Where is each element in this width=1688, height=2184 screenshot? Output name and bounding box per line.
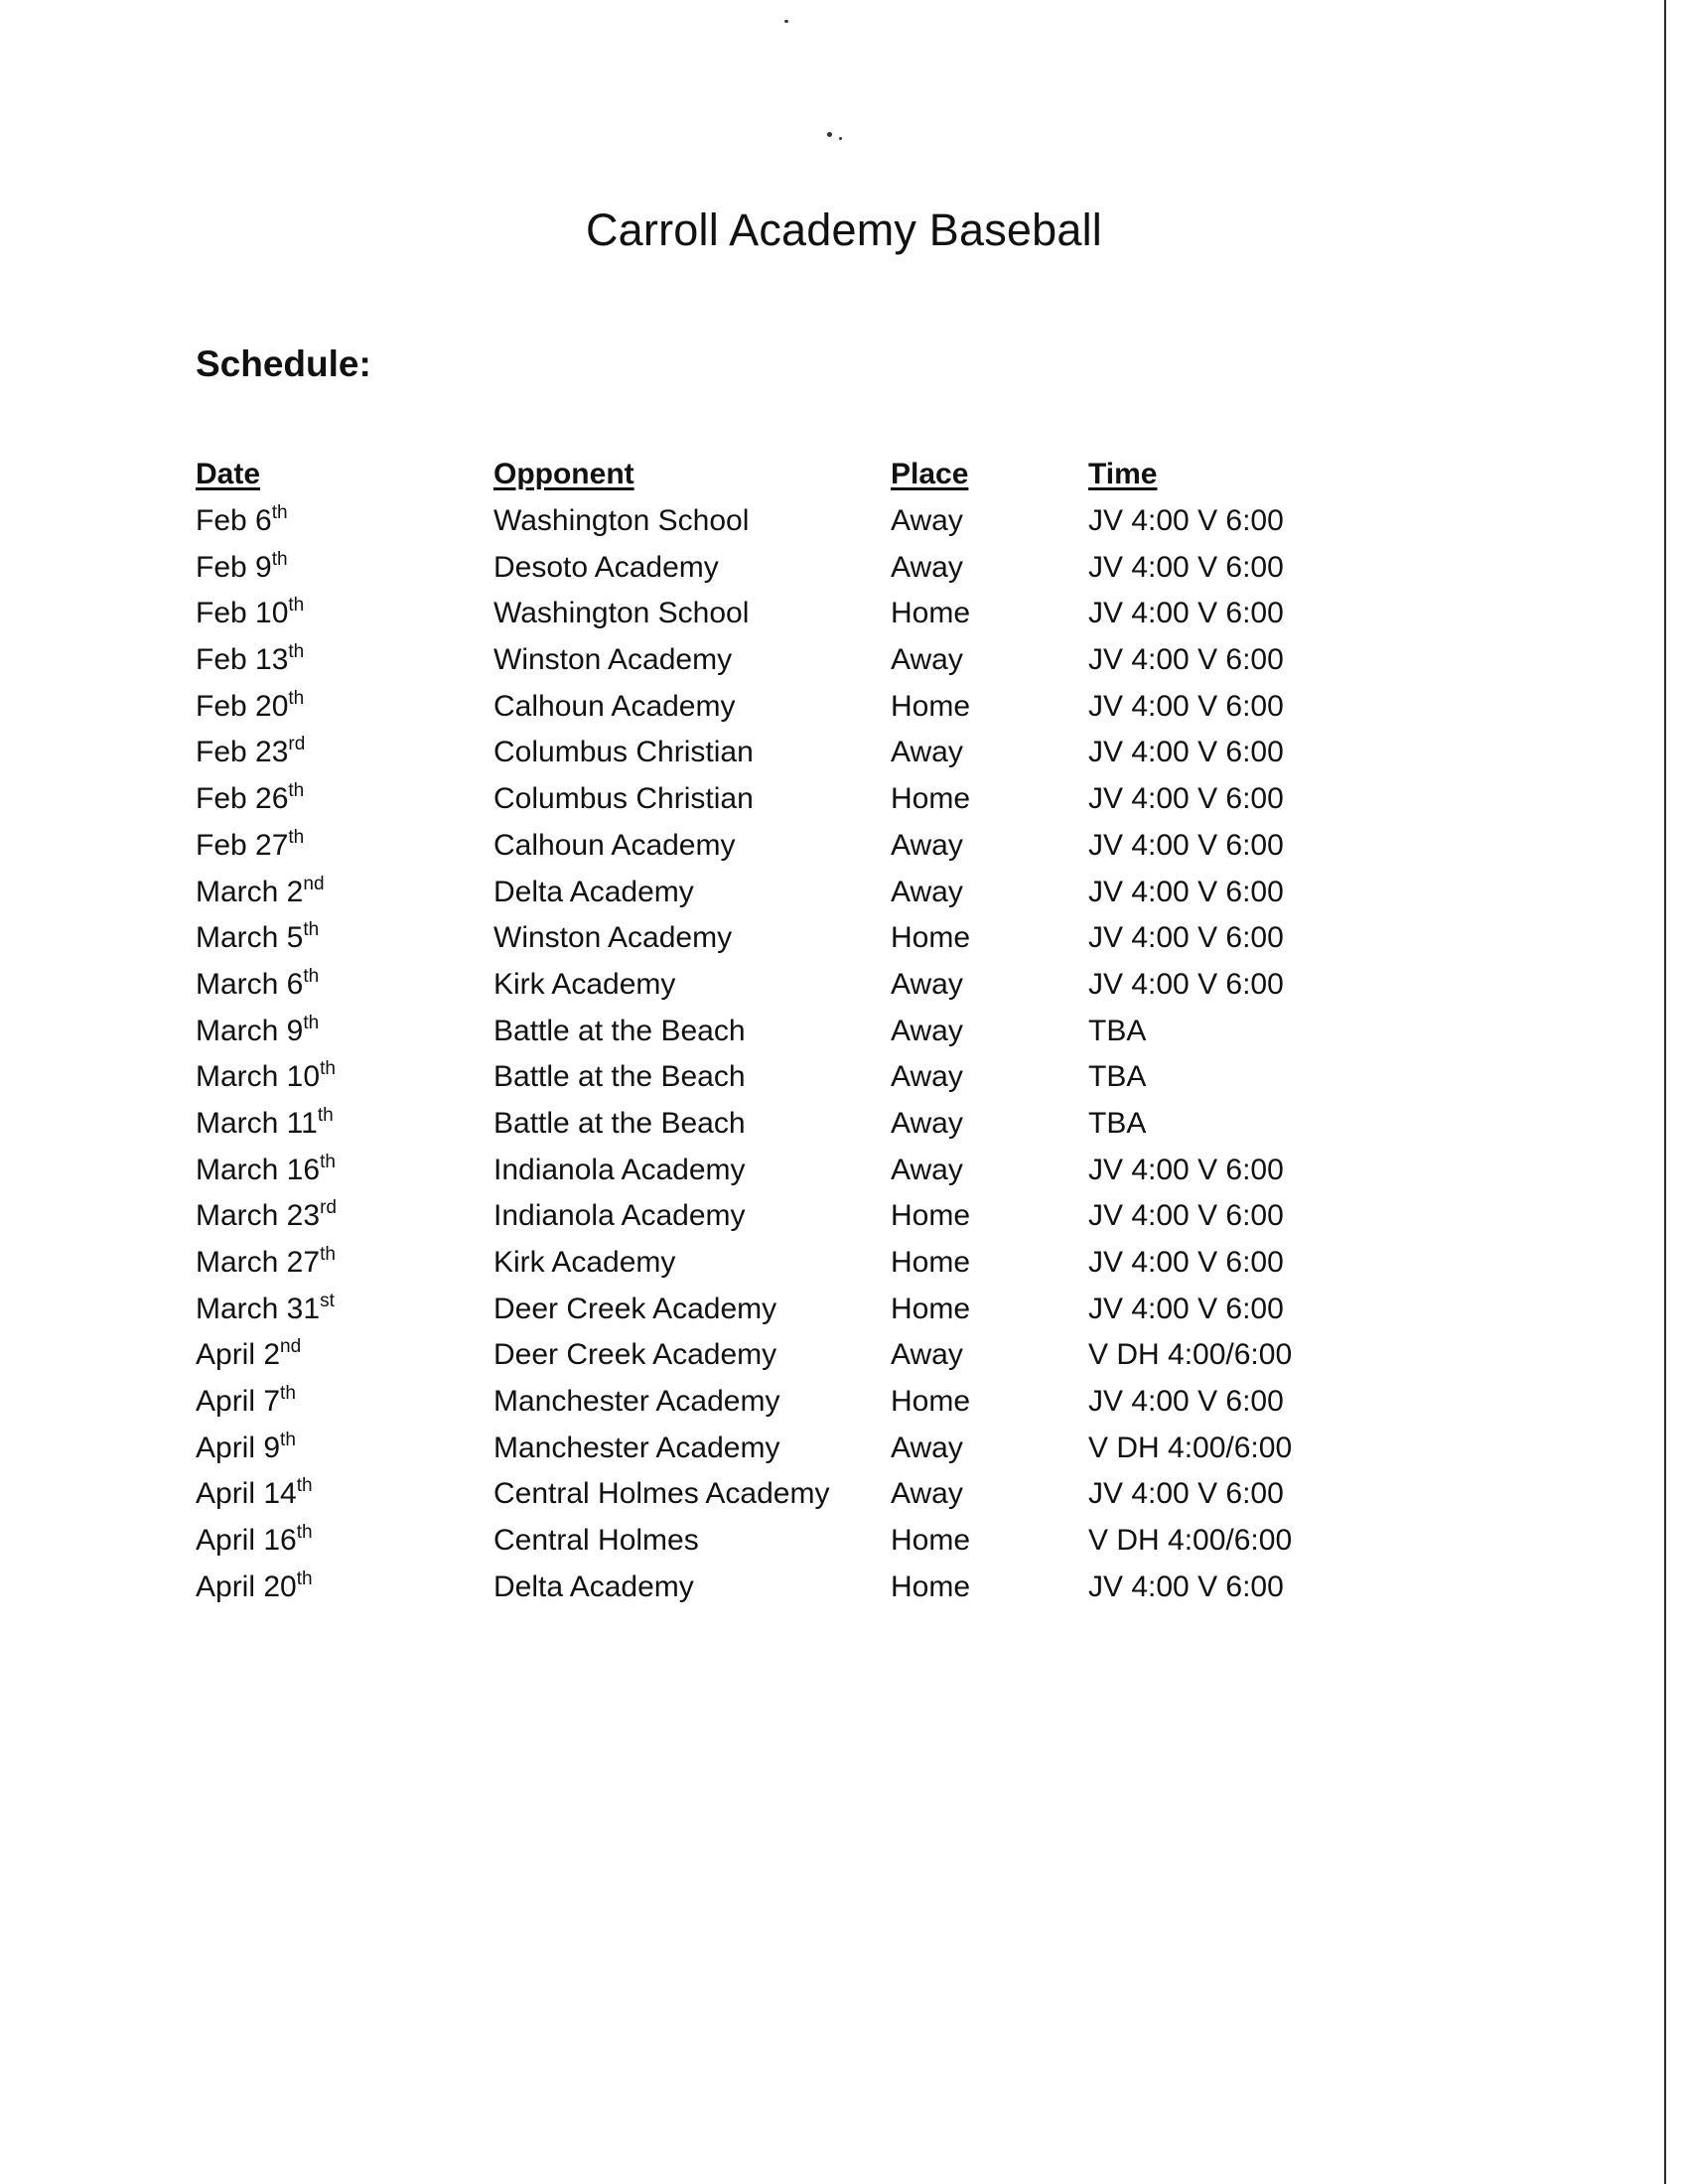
table-row xyxy=(196,1425,1346,1471)
game-date-suffix: th xyxy=(271,502,288,524)
scan-speck xyxy=(784,20,788,23)
game-time: JV 4:00 V 6:00 xyxy=(1088,643,1284,677)
table-row xyxy=(196,591,1346,637)
game-opponent: Washington School xyxy=(493,597,750,630)
game-opponent: Delta Academy xyxy=(493,875,694,908)
game-time: JV 4:00 V 6:00 xyxy=(1088,967,1284,1001)
table-row xyxy=(196,1332,1346,1379)
game-time: JV 4:00 V 6:00 xyxy=(1088,1385,1284,1419)
game-date-text: April 7 xyxy=(196,1385,281,1419)
game-place: Away xyxy=(891,504,963,538)
game-opponent: Battle at the Beach xyxy=(493,1106,746,1140)
table-row xyxy=(196,962,1346,1009)
table-row xyxy=(196,730,1346,776)
game-date-text: April 2 xyxy=(196,1338,281,1372)
table-row xyxy=(196,544,1346,591)
game-opponent: Central Holmes xyxy=(493,1524,699,1558)
game-opponent: Columbus Christian xyxy=(493,782,754,816)
game-time: V DH 4:00/6:00 xyxy=(1088,1431,1293,1464)
game-date-text: March 23 xyxy=(196,1199,321,1233)
game-place: Away xyxy=(891,550,963,584)
time-column-header: Time xyxy=(1088,458,1158,491)
table-row xyxy=(196,915,1346,962)
table-row xyxy=(196,1193,1346,1240)
game-time: JV 4:00 V 6:00 xyxy=(1088,689,1284,723)
game-date xyxy=(196,1379,493,1426)
table-row xyxy=(196,1147,1346,1193)
game-time: JV 4:00 V 6:00 xyxy=(1088,1292,1284,1325)
schedule-table xyxy=(196,452,1346,1610)
game-place: Home xyxy=(891,1385,971,1419)
game-date-text: March 10 xyxy=(196,1060,321,1094)
game-place: Away xyxy=(891,1338,963,1372)
game-date xyxy=(196,1471,493,1518)
game-date-text: March 6 xyxy=(196,967,304,1001)
game-opponent: Manchester Academy xyxy=(493,1431,780,1464)
table-row xyxy=(196,1518,1346,1565)
game-date-text: April 9 xyxy=(196,1431,281,1464)
game-place: Home xyxy=(891,921,971,955)
game-date-suffix: th xyxy=(288,641,305,663)
game-date-suffix: th xyxy=(296,1568,313,1589)
game-date-suffix: th xyxy=(296,1475,313,1497)
game-time: JV 4:00 V 6:00 xyxy=(1088,875,1284,908)
game-date xyxy=(196,1518,493,1565)
game-opponent: Central Holmes Academy xyxy=(493,1477,830,1511)
game-date-suffix: th xyxy=(288,826,305,848)
game-opponent: Calhoun Academy xyxy=(493,828,736,862)
game-time: V DH 4:00/6:00 xyxy=(1088,1338,1293,1372)
game-date-suffix: th xyxy=(317,1104,334,1126)
game-date xyxy=(196,1147,493,1193)
game-date-suffix: th xyxy=(280,1383,296,1405)
game-date-suffix: th xyxy=(296,1522,313,1544)
game-date-suffix: th xyxy=(303,1012,320,1033)
game-date-text: Feb 6 xyxy=(196,504,272,538)
table-row xyxy=(196,498,1346,545)
game-opponent: Winston Academy xyxy=(493,921,733,955)
game-opponent: Winston Academy xyxy=(493,643,733,677)
table-row xyxy=(196,1240,1346,1287)
game-date-text: Feb 23 xyxy=(196,736,289,769)
game-date xyxy=(196,683,493,730)
game-date-suffix: th xyxy=(271,548,288,570)
game-date-text: March 11 xyxy=(196,1106,318,1140)
game-time: JV 4:00 V 6:00 xyxy=(1088,1570,1284,1603)
opponent-column-header: Opponent xyxy=(493,458,634,491)
game-date-text: Feb 20 xyxy=(196,689,289,723)
table-row xyxy=(196,637,1346,684)
game-place: Away xyxy=(891,736,963,769)
schedule-header-row xyxy=(196,452,1346,498)
game-time: JV 4:00 V 6:00 xyxy=(1088,1246,1284,1280)
game-opponent: Indianola Academy xyxy=(493,1153,746,1186)
game-time: JV 4:00 V 6:00 xyxy=(1088,597,1284,630)
game-place: Away xyxy=(891,967,963,1001)
game-place: Away xyxy=(891,1060,963,1094)
table-row xyxy=(196,1565,1346,1611)
game-place: Home xyxy=(891,1199,971,1233)
date-column-header: Date xyxy=(196,458,261,491)
game-date-suffix: nd xyxy=(280,1336,302,1358)
game-date xyxy=(196,637,493,684)
game-date xyxy=(196,730,493,776)
table-row xyxy=(196,1101,1346,1148)
game-date xyxy=(196,915,493,962)
game-date-text: Feb 27 xyxy=(196,828,289,862)
game-date xyxy=(196,776,493,823)
game-date-text: March 2 xyxy=(196,875,304,908)
table-row xyxy=(196,869,1346,915)
game-time: JV 4:00 V 6:00 xyxy=(1088,921,1284,955)
game-place: Away xyxy=(891,1431,963,1464)
game-place: Away xyxy=(891,1153,963,1186)
game-date xyxy=(196,1240,493,1287)
game-opponent: Indianola Academy xyxy=(493,1199,746,1233)
game-time: TBA xyxy=(1088,1014,1147,1047)
game-date-text: March 16 xyxy=(196,1153,321,1186)
game-place: Away xyxy=(891,1014,963,1047)
game-time: JV 4:00 V 6:00 xyxy=(1088,736,1284,769)
game-date xyxy=(196,823,493,870)
game-date-suffix: rd xyxy=(288,734,306,755)
game-date-text: Feb 26 xyxy=(196,782,289,816)
game-date xyxy=(196,1286,493,1332)
game-place: Home xyxy=(891,782,971,816)
table-row xyxy=(196,1471,1346,1518)
game-date-suffix: nd xyxy=(303,873,325,894)
table-row xyxy=(196,1008,1346,1054)
game-date xyxy=(196,1054,493,1101)
scan-speck xyxy=(827,132,832,137)
game-date-text: March 9 xyxy=(196,1014,304,1047)
page-title: Carroll Academy Baseball xyxy=(585,205,1103,255)
game-date-suffix: th xyxy=(288,687,305,709)
game-date-suffix: th xyxy=(288,595,305,616)
game-opponent: Kirk Academy xyxy=(493,967,676,1001)
game-opponent: Battle at the Beach xyxy=(493,1014,746,1047)
game-date-text: Feb 9 xyxy=(196,550,272,584)
game-place: Away xyxy=(891,1477,963,1511)
game-time: JV 4:00 V 6:00 xyxy=(1088,1477,1284,1511)
table-row xyxy=(196,683,1346,730)
game-opponent: Deer Creek Academy xyxy=(493,1292,777,1325)
game-date-text: Feb 13 xyxy=(196,643,289,677)
game-place: Home xyxy=(891,1292,971,1325)
game-date xyxy=(196,1425,493,1471)
game-opponent: Delta Academy xyxy=(493,1570,694,1603)
game-date-suffix: th xyxy=(320,1244,336,1266)
game-date xyxy=(196,498,493,545)
table-row xyxy=(196,1286,1346,1332)
table-row xyxy=(196,776,1346,823)
game-date-text: Feb 10 xyxy=(196,597,289,630)
game-date-suffix: th xyxy=(320,1058,336,1080)
game-place: Away xyxy=(891,1106,963,1140)
game-date-text: March 5 xyxy=(196,921,304,955)
game-date-suffix: th xyxy=(288,780,305,802)
game-date xyxy=(196,1101,493,1148)
game-place: Away xyxy=(891,643,963,677)
game-place: Home xyxy=(891,1524,971,1558)
game-opponent: Desoto Academy xyxy=(493,550,719,584)
game-opponent: Calhoun Academy xyxy=(493,689,736,723)
game-place: Home xyxy=(891,689,971,723)
game-opponent: Battle at the Beach xyxy=(493,1060,746,1094)
game-date-text: April 14 xyxy=(196,1477,297,1511)
table-row xyxy=(196,823,1346,870)
game-date xyxy=(196,869,493,915)
game-time: JV 4:00 V 6:00 xyxy=(1088,1153,1284,1186)
game-time: TBA xyxy=(1088,1106,1147,1140)
game-place: Home xyxy=(891,597,971,630)
game-time: JV 4:00 V 6:00 xyxy=(1088,828,1284,862)
game-date xyxy=(196,1565,493,1611)
game-date xyxy=(196,591,493,637)
game-date-suffix: th xyxy=(303,965,320,987)
game-date-suffix: st xyxy=(320,1290,335,1311)
game-date-suffix: rd xyxy=(320,1197,337,1219)
game-place: Away xyxy=(891,875,963,908)
game-date-suffix: th xyxy=(320,1151,336,1172)
game-date-suffix: th xyxy=(303,919,320,941)
place-column-header: Place xyxy=(891,458,969,491)
section-heading: Schedule: xyxy=(196,343,371,384)
game-date-text: March 27 xyxy=(196,1246,321,1280)
game-date xyxy=(196,544,493,591)
game-time: V DH 4:00/6:00 xyxy=(1088,1524,1293,1558)
scan-speck xyxy=(839,137,842,140)
game-opponent: Manchester Academy xyxy=(493,1385,780,1419)
game-time: JV 4:00 V 6:00 xyxy=(1088,1199,1284,1233)
game-date-text: April 20 xyxy=(196,1570,297,1603)
game-date xyxy=(196,1008,493,1054)
game-date-suffix: th xyxy=(280,1429,296,1450)
game-opponent: Deer Creek Academy xyxy=(493,1338,777,1372)
game-place: Away xyxy=(891,828,963,862)
game-place: Home xyxy=(891,1246,971,1280)
game-date xyxy=(196,1332,493,1379)
game-date-text: March 31 xyxy=(196,1292,321,1325)
schedule-body xyxy=(196,498,1346,1611)
game-opponent: Columbus Christian xyxy=(493,736,754,769)
game-time: JV 4:00 V 6:00 xyxy=(1088,504,1284,538)
game-time: JV 4:00 V 6:00 xyxy=(1088,550,1284,584)
table-row xyxy=(196,1379,1346,1426)
table-row xyxy=(196,1054,1346,1101)
game-date xyxy=(196,962,493,1009)
scan-edge-line xyxy=(1664,0,1666,2184)
game-opponent: Kirk Academy xyxy=(493,1246,676,1280)
game-time: TBA xyxy=(1088,1060,1147,1094)
game-date-text: April 16 xyxy=(196,1524,297,1558)
game-opponent: Washington School xyxy=(493,504,750,538)
game-date xyxy=(196,1193,493,1240)
game-time: JV 4:00 V 6:00 xyxy=(1088,782,1284,816)
game-place: Home xyxy=(891,1570,971,1603)
